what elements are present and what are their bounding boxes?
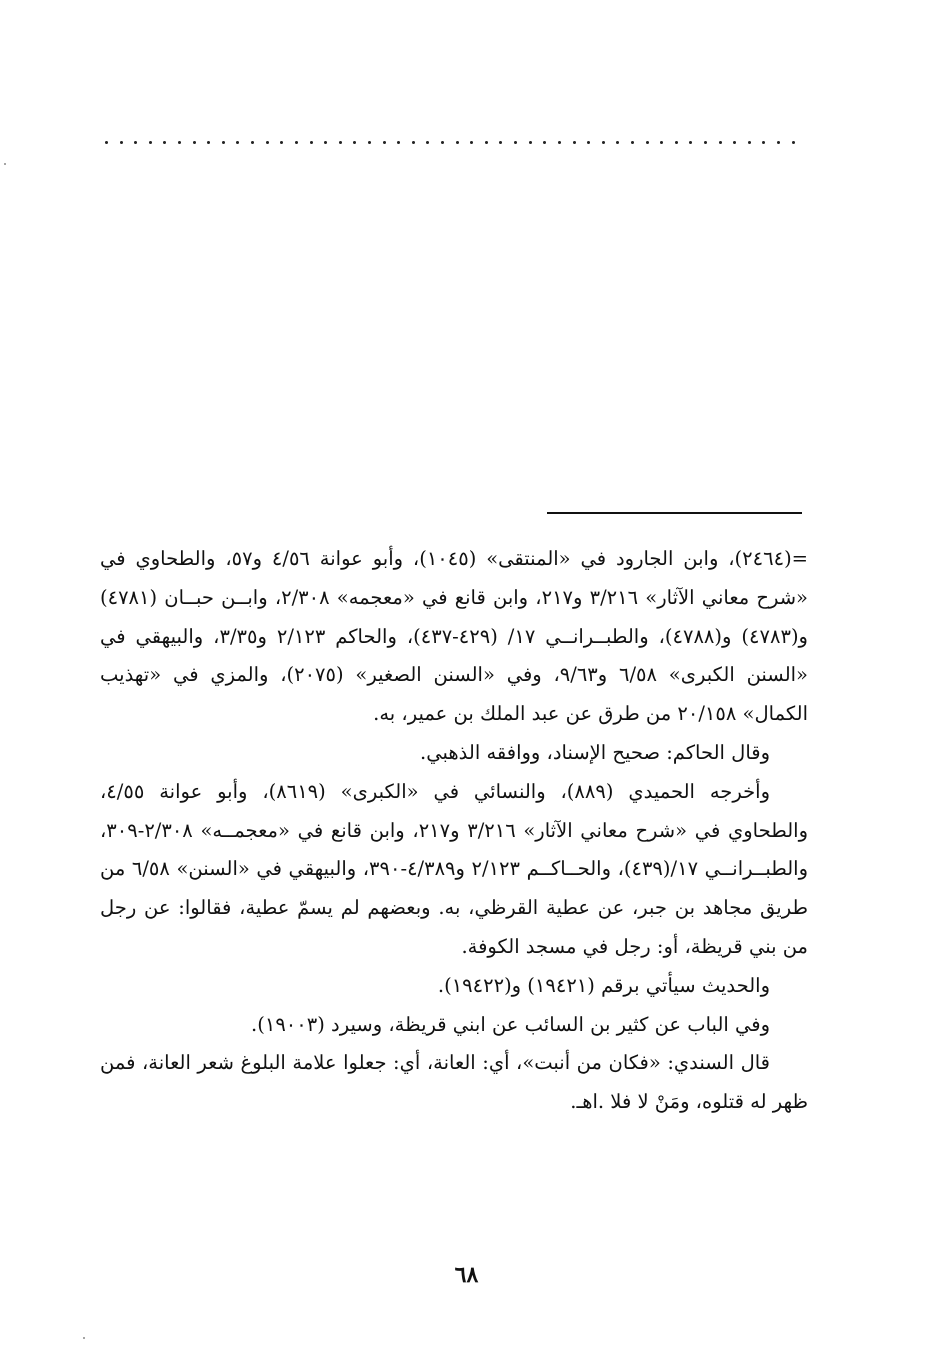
scan-speck bbox=[83, 1337, 85, 1339]
separator-dot bbox=[383, 141, 386, 144]
separator-dot bbox=[236, 141, 239, 144]
separator-dot bbox=[368, 141, 371, 144]
separator-dot bbox=[280, 141, 283, 144]
separator-dot bbox=[120, 141, 123, 144]
separator-dot bbox=[295, 141, 298, 144]
separator-dot bbox=[251, 141, 254, 144]
separator-dot bbox=[748, 141, 751, 144]
separator-dot bbox=[499, 141, 502, 144]
scan-speck bbox=[4, 163, 6, 165]
separator-dot bbox=[178, 141, 181, 144]
separator-dot bbox=[105, 141, 108, 144]
separator-dot bbox=[470, 141, 473, 144]
footnote-paragraph: وفي الباب عن كثير بن السائب عن ابني قريظة، وسيرد (١٩٠٠٣). bbox=[251, 1012, 770, 1036]
separator-dot bbox=[587, 141, 590, 144]
separator-dot bbox=[207, 141, 210, 144]
separator-dot bbox=[719, 141, 722, 144]
separator-dot bbox=[777, 141, 780, 144]
separator-dot bbox=[397, 141, 400, 144]
separator-dot bbox=[514, 141, 517, 144]
footnote-paragraph: والحديث سيأتي برقم (١٩٤٢١) و(١٩٤٢٢). bbox=[437, 973, 770, 997]
footnote-paragraph: وقال الحاكم: صحيح الإسناد، ووافقه الذهبي. bbox=[420, 740, 770, 764]
separator-dot bbox=[558, 141, 561, 144]
footnote-paragraph: =(٢٤٦٤)، وابن الجارود في «المنتقى» (١٠٤٥)، وأبو عوانة ٤/٥٦ و٥٧، والطحاوي في «شرح معاني الآثار» ٣/٢١٦ و٢١٧، وابن قانع في «معجمه» ٢/٣٠٨، وابــن حبــان (٤٧٨١) و(٤٧٨٣) و(٤٧٨٨)، والطبــرانــي ١٧/ (٤٢٩-٤٣٧)، والحاكم ٢/١٢٣ و٣/٣٥، والبيهقي في «السنن الكبرى» ٦/٥٨ و٩/٦٣، وفي «السنن الصغير» (٢٠٧٥)، والمزي في «تهذيب الكمال» ٢٠/١٥٨ من طرق عن عبد الملك بن عمير، به. bbox=[100, 547, 809, 726]
separator-dot bbox=[324, 141, 327, 144]
separator-dot bbox=[762, 141, 765, 144]
separator-dot bbox=[733, 141, 736, 144]
separator-dot bbox=[573, 141, 576, 144]
separator-dot bbox=[149, 141, 152, 144]
separator-dot bbox=[529, 141, 532, 144]
separator-dot bbox=[339, 141, 342, 144]
separator-dot bbox=[426, 141, 429, 144]
separator-dot bbox=[222, 141, 225, 144]
separator-dot bbox=[792, 141, 795, 144]
separator-dot bbox=[134, 141, 137, 144]
footnotes-block bbox=[100, 540, 808, 1122]
dotted-separator bbox=[105, 132, 795, 152]
separator-dot bbox=[543, 141, 546, 144]
separator-dot bbox=[660, 141, 663, 144]
separator-dot bbox=[646, 141, 649, 144]
separator-dot bbox=[412, 141, 415, 144]
separator-dot bbox=[266, 141, 269, 144]
separator-dot bbox=[675, 141, 678, 144]
separator-dot bbox=[616, 141, 619, 144]
separator-dot bbox=[193, 141, 196, 144]
separator-dot bbox=[163, 141, 166, 144]
page-number: ٦٨ bbox=[454, 1262, 479, 1288]
footnote-rule bbox=[547, 512, 802, 514]
separator-dot bbox=[310, 141, 313, 144]
separator-dot bbox=[602, 141, 605, 144]
separator-dot bbox=[704, 141, 707, 144]
footnote-paragraph: قال السندي: «فكان من أنبت»، أي: العانة، أي: جعلوا علامة البلوغ شعر العانة، فمن ظهر له قتلوه، ومَنْ لا فلا .اهـ. bbox=[100, 1051, 808, 1114]
separator-dot bbox=[631, 141, 634, 144]
separator-dot bbox=[485, 141, 488, 144]
separator-dot bbox=[353, 141, 356, 144]
footnote-paragraph: وأخرجه الحميدي (٨٨٩)، والنسائي في «الكبرى» (٨٦١٩)، وأبو عوانة ٤/٥٥، والطحاوي في «شرح معاني الآثار» ٣/٢١٦ و٢١٧، وابن قانع في «معجمــه» ٢/٣٠٨-٣٠٩، والطبــرانــي ١٧/(٤٣٩)، والحــاكــم ٢/١٢٣ و٤/٣٨٩-٣٩٠، والبيهقي في «السنن» ٦/٥٨ من طريق مجاهد بن جبر، عن عطية القرظي، به. وبعضهم لم يسمّ عطية، فقالوا: عن رجل من بني قريظة، أو: رجل في مسجد الكوفة. bbox=[100, 779, 808, 958]
separator-dot bbox=[689, 141, 692, 144]
separator-dot bbox=[456, 141, 459, 144]
separator-dot bbox=[441, 141, 444, 144]
